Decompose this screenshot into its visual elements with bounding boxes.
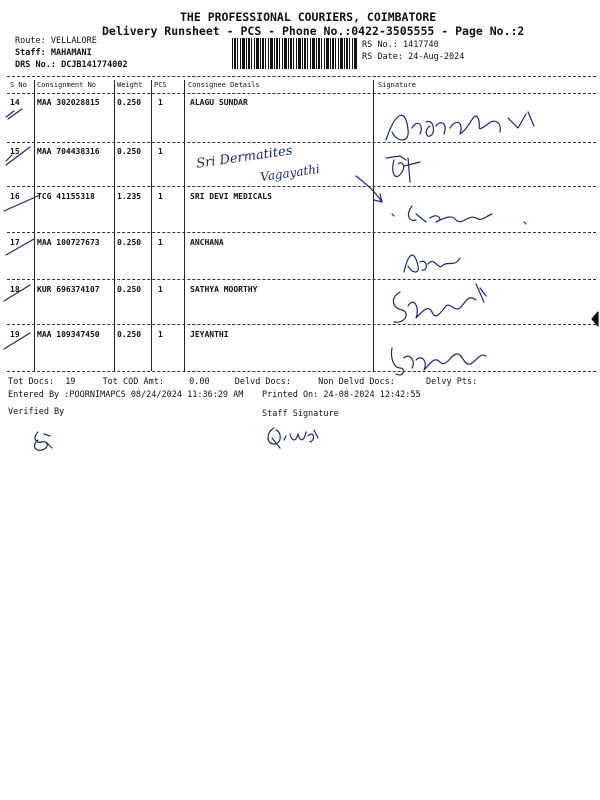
signature-row16: [386, 200, 526, 230]
row-sno: 17: [10, 238, 20, 247]
signature-row18: [380, 282, 500, 332]
rs-date-value: 24-Aug-2024: [408, 52, 465, 62]
col-weight: Weight: [117, 81, 143, 89]
row-consignment: TCG 41155318: [37, 192, 95, 201]
rs-no-value: 1417740: [402, 40, 439, 50]
staff-label: Staff:: [15, 48, 46, 58]
row-weight: 0.250: [117, 238, 142, 247]
col-pcs: PCS: [154, 81, 167, 89]
row-consignment: MAA 100727673: [37, 238, 100, 247]
entered-by: Entered By :POORNIMAPCS 08/24/2024 11:36:29 AM: [8, 390, 244, 400]
handwritten-note: Sri Dermatites: [195, 143, 294, 172]
rs-date-label: RS Date:: [362, 52, 403, 62]
verified-by-label: Verified By: [8, 407, 65, 417]
row-weight: 0.250: [117, 330, 142, 339]
row-consignment: KUR 696374107: [37, 285, 100, 294]
col-signature: Signature: [378, 81, 416, 89]
row-consignee: SATHYA MOORTHY: [190, 285, 258, 294]
route-value: VELLALORE: [50, 36, 97, 46]
row-pcs: 1: [158, 330, 163, 339]
tot-cod-value: 0.00: [189, 377, 210, 387]
header-top-rule: [7, 76, 596, 77]
tot-docs-label: Tot Docs:: [8, 377, 55, 387]
company-title: THE PROFESSIONAL COURIERS, COIMBATORE: [180, 10, 437, 24]
route-line: [15, 36, 97, 46]
row-pcs: 1: [158, 192, 163, 201]
row-weight: 1.235: [117, 192, 142, 201]
signature-row17: [398, 244, 468, 279]
signature-row14: [378, 100, 558, 150]
runsheet-subtitle: Delivery Runsheet - PCS - Phone No.:0422-3505555 - Page No.:2: [102, 24, 525, 38]
row-weight: 0.250: [117, 147, 142, 156]
drs-line: [15, 60, 128, 70]
row-consignee: ALAGU SUNDAR: [190, 98, 248, 107]
staff-signature-label: Staff Signature: [262, 409, 339, 419]
row-consignment: MAA 109347450: [37, 330, 100, 339]
row-consignment: MAA 302028815: [37, 98, 100, 107]
non-delvd-docs-label: Non Delvd Docs:: [318, 377, 395, 387]
rs-date-line: [362, 52, 464, 62]
header-bottom-rule: [7, 93, 596, 94]
col-sno: S No: [10, 81, 27, 89]
row-consignee: SRI DEVI MEDICALS: [190, 192, 272, 201]
row-consignee: JEYANTHI: [190, 330, 229, 339]
punch-mark: [590, 312, 600, 326]
row-consignee: ANCHANA: [190, 238, 224, 247]
row-pcs: 1: [158, 285, 163, 294]
signature-row19: [384, 338, 494, 378]
row-sno: 19: [10, 330, 20, 339]
totals-line: [8, 377, 477, 387]
handwritten-note: Vagayathi: [259, 161, 321, 185]
printed-on: Printed On: 24-08-2024 12:42:55: [262, 390, 421, 400]
tot-cod-label: Tot COD Amt:: [102, 377, 164, 387]
verified-signature: [28, 428, 58, 452]
row-sno: 18: [10, 285, 20, 294]
staff-signature: [262, 424, 322, 450]
row-consignment: MAA 704438316: [37, 147, 100, 156]
row-sno: 14: [10, 98, 20, 107]
barcode: [232, 38, 357, 69]
col-consignee: Consignee Details: [188, 81, 260, 89]
drs-label: DRS No.:: [15, 60, 56, 70]
row-pcs: 1: [158, 98, 163, 107]
delvy-pts-label: Delvy Pts:: [426, 377, 478, 387]
rs-no-line: [362, 40, 439, 50]
route-label: Route:: [15, 36, 46, 46]
row-weight: 0.250: [117, 98, 142, 107]
staff-value: MAHAMANI: [50, 48, 92, 58]
row-sno: 15: [10, 147, 20, 156]
table-header: [0, 80, 600, 92]
row-weight: 0.250: [117, 285, 142, 294]
row-pcs: 1: [158, 238, 163, 247]
delvd-docs-label: Delvd Docs:: [234, 377, 292, 387]
tot-docs-value: 19: [65, 377, 76, 387]
rs-no-label: RS No.:: [362, 40, 398, 50]
col-consignment: Consignment No: [37, 81, 97, 89]
row-sno: 16: [10, 192, 20, 201]
drs-value: DCJB141774002: [61, 60, 128, 70]
staff-line: [15, 48, 92, 58]
row-pcs: 1: [158, 147, 163, 156]
